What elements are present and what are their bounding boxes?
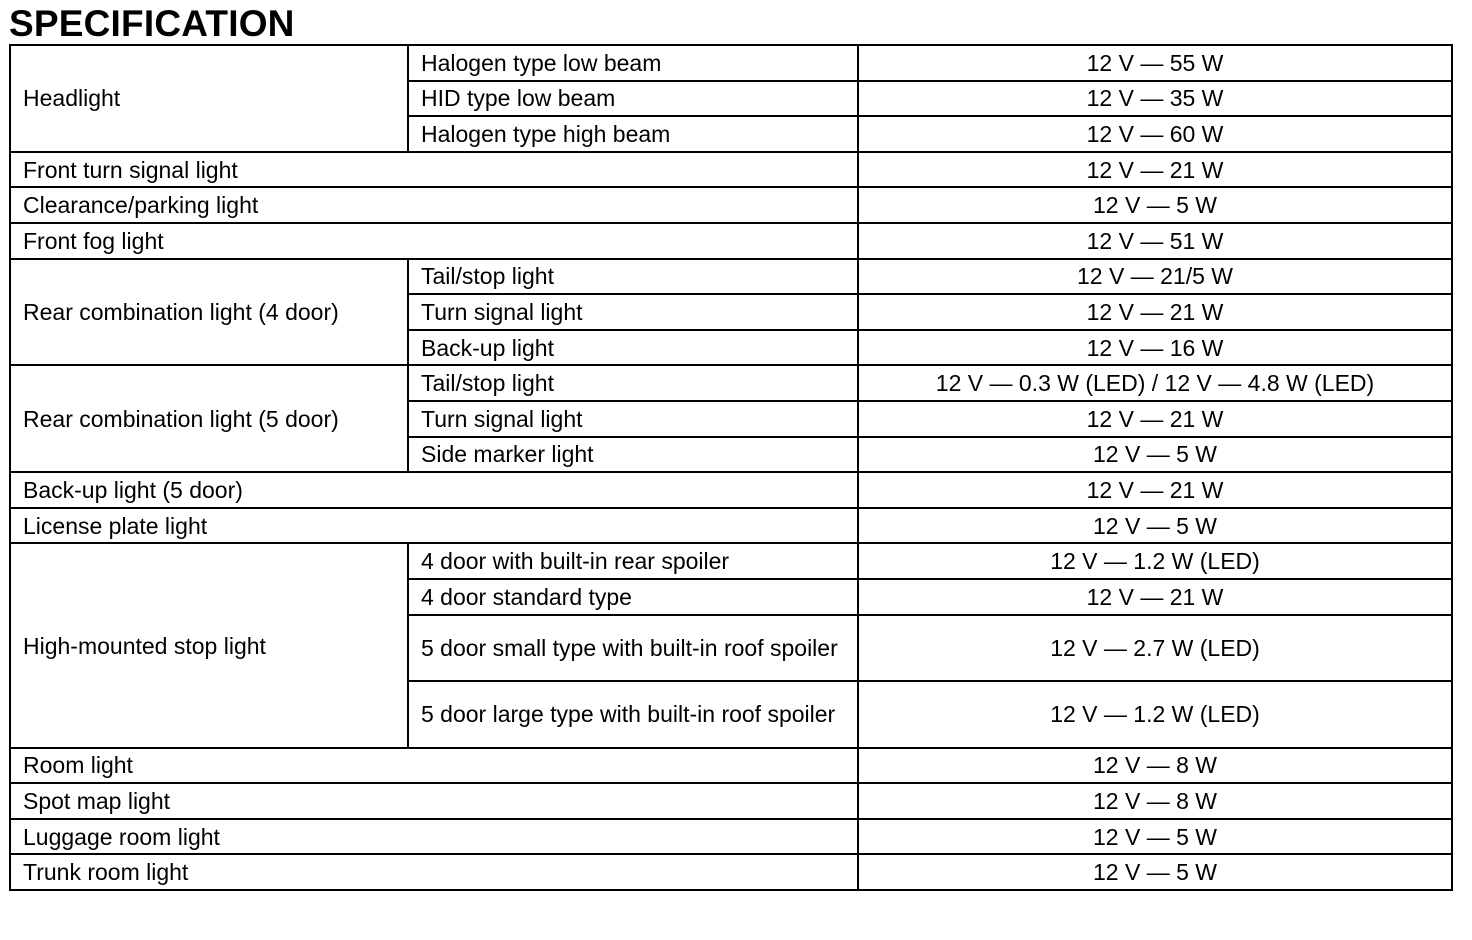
luggage-room-label: Luggage room light — [10, 819, 858, 855]
high-mounted-value-4door-standard: 12 V — 21 W — [858, 579, 1452, 615]
headlight-sub-halogen-low: Halogen type low beam — [408, 45, 858, 81]
table-row — [10, 783, 1452, 819]
spot-map-label: Spot map light — [10, 783, 858, 819]
high-mounted-value-5door-large: 12 V — 1.2 W (LED) — [858, 681, 1452, 748]
license-plate-value: 12 V — 5 W — [858, 508, 1452, 544]
specification-table — [9, 44, 1453, 891]
backup-5door-label: Back-up light (5 door) — [10, 472, 858, 508]
rear-5door-value-tail-stop: 12 V — 0.3 W (LED) / 12 V — 4.8 W (LED) — [858, 365, 1452, 401]
high-mounted-sub-5door-small: 5 door small type with built-in roof spoiler — [408, 615, 858, 682]
rear-5door-sub-tail-stop: Tail/stop light — [408, 365, 858, 401]
trunk-room-label: Trunk room light — [10, 854, 858, 890]
headlight-value-halogen-low: 12 V — 55 W — [858, 45, 1452, 81]
rear-4door-value-turn: 12 V — 21 W — [858, 294, 1452, 330]
rear-5door-value-turn: 12 V — 21 W — [858, 401, 1452, 437]
rear-5door-value-side-marker: 12 V — 5 W — [858, 437, 1452, 473]
table-row — [10, 259, 1452, 295]
headlight-sub-halogen-high: Halogen type high beam — [408, 116, 858, 152]
table-row — [10, 508, 1452, 544]
room-value: 12 V — 8 W — [858, 748, 1452, 784]
page-title: SPECIFICATION — [9, 3, 295, 44]
rear-5door-label: Rear combination light (5 door) — [10, 365, 408, 472]
license-plate-label: License plate light — [10, 508, 858, 544]
table-row — [10, 472, 1452, 508]
rear-5door-sub-turn: Turn signal light — [408, 401, 858, 437]
front-fog-label: Front fog light — [10, 223, 858, 259]
table-row — [10, 819, 1452, 855]
clearance-label: Clearance/parking light — [10, 187, 858, 223]
rear-4door-value-tail-stop: 12 V — 21/5 W — [858, 259, 1452, 295]
trunk-room-value: 12 V — 5 W — [858, 854, 1452, 890]
headlight-value-hid-low: 12 V — 35 W — [858, 81, 1452, 117]
rear-4door-label: Rear combination light (4 door) — [10, 259, 408, 366]
front-fog-value: 12 V — 51 W — [858, 223, 1452, 259]
headlight-value-halogen-high: 12 V — 60 W — [858, 116, 1452, 152]
rear-4door-value-backup: 12 V — 16 W — [858, 330, 1452, 366]
table-row — [10, 854, 1452, 890]
high-mounted-label: High-mounted stop light — [10, 543, 408, 747]
clearance-value: 12 V — 5 W — [858, 187, 1452, 223]
room-label: Room light — [10, 748, 858, 784]
backup-5door-value: 12 V — 21 W — [858, 472, 1452, 508]
spot-map-value: 12 V — 8 W — [858, 783, 1452, 819]
table-row — [10, 152, 1452, 188]
high-mounted-sub-4door-spoiler: 4 door with built-in rear spoiler — [408, 543, 858, 579]
table-row — [10, 543, 1452, 579]
high-mounted-value-5door-small: 12 V — 2.7 W (LED) — [858, 615, 1452, 682]
table-row — [10, 45, 1452, 81]
rear-4door-sub-backup: Back-up light — [408, 330, 858, 366]
headlight-sub-hid-low: HID type low beam — [408, 81, 858, 117]
table-row — [10, 365, 1452, 401]
table-row — [10, 187, 1452, 223]
table-row — [10, 223, 1452, 259]
rear-5door-sub-side-marker: Side marker light — [408, 437, 858, 473]
front-turn-value: 12 V — 21 W — [858, 152, 1452, 188]
front-turn-label: Front turn signal light — [10, 152, 858, 188]
high-mounted-sub-5door-large: 5 door large type with built-in roof spoiler — [408, 681, 858, 748]
high-mounted-sub-4door-standard: 4 door standard type — [408, 579, 858, 615]
high-mounted-value-4door-spoiler: 12 V — 1.2 W (LED) — [858, 543, 1452, 579]
rear-4door-sub-turn: Turn signal light — [408, 294, 858, 330]
headlight-label: Headlight — [10, 45, 408, 152]
rear-4door-sub-tail-stop: Tail/stop light — [408, 259, 858, 295]
table-row — [10, 748, 1452, 784]
luggage-room-value: 12 V — 5 W — [858, 819, 1452, 855]
